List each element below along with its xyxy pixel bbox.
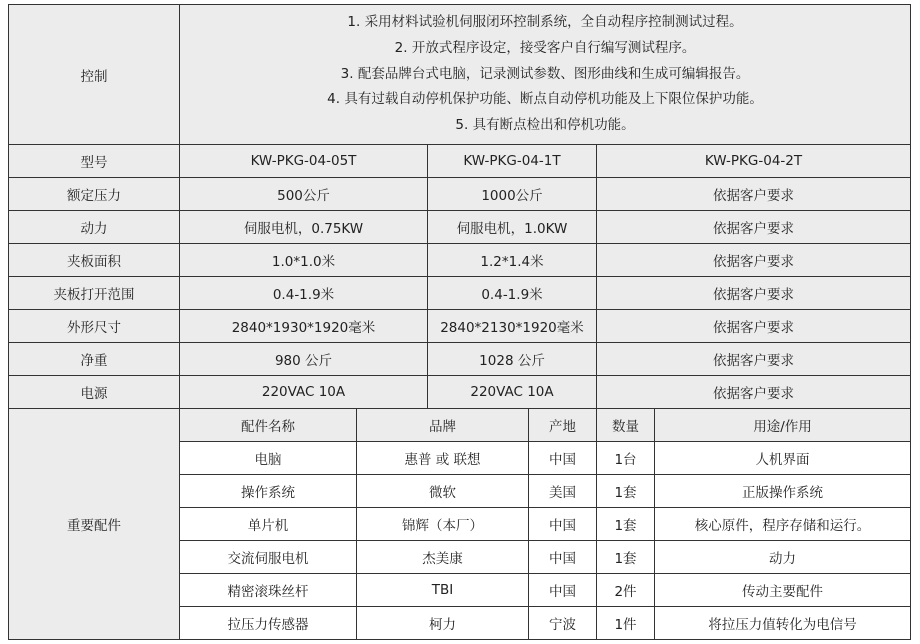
spec-value: 依据客户要求 bbox=[597, 310, 911, 343]
spec-value: 220VAC 10A bbox=[180, 376, 428, 409]
part-brand: 微软 bbox=[357, 475, 529, 508]
spec-value: 1.0*1.0米 bbox=[180, 244, 428, 277]
part-origin: 宁波 bbox=[529, 607, 597, 640]
spec-value: KW-PKG-04-05T bbox=[180, 145, 428, 178]
part-use: 动力 bbox=[655, 541, 911, 574]
spec-value: KW-PKG-04-2T bbox=[597, 145, 911, 178]
control-line: 3. 配套品牌台式电脑，记录测试参数、图形曲线和生成可编辑报告。 bbox=[340, 65, 750, 82]
part-qty: 2件 bbox=[597, 574, 655, 607]
part-brand: 杰美康 bbox=[357, 541, 529, 574]
part-use: 将拉压力值转化为电信号 bbox=[655, 607, 911, 640]
parts-header-name: 配件名称 bbox=[180, 409, 357, 442]
spec-label: 动力 bbox=[9, 211, 180, 244]
spec-value: 伺服电机，1.0KW bbox=[428, 211, 597, 244]
spec-row-plate-area bbox=[9, 244, 911, 277]
parts-header-row bbox=[9, 409, 911, 442]
spec-row-power bbox=[9, 211, 911, 244]
part-brand: 柯力 bbox=[357, 607, 529, 640]
part-name: 拉压力传感器 bbox=[180, 607, 357, 640]
spec-row-power-supply bbox=[9, 376, 911, 409]
part-use: 人机界面 bbox=[655, 442, 911, 475]
control-line: 2. 开放式程序设定，接受客户自行编写测试程序。 bbox=[394, 39, 696, 56]
part-origin: 中国 bbox=[529, 574, 597, 607]
spec-value: 依据客户要求 bbox=[597, 178, 911, 211]
part-name: 交流伺服电机 bbox=[180, 541, 357, 574]
parts-label: 重要配件 bbox=[9, 409, 180, 640]
spec-value: 依据客户要求 bbox=[597, 244, 911, 277]
part-origin: 中国 bbox=[529, 508, 597, 541]
spec-value: 伺服电机，0.75KW bbox=[180, 211, 428, 244]
part-qty: 1套 bbox=[597, 475, 655, 508]
spec-value: KW-PKG-04-1T bbox=[428, 145, 597, 178]
spec-value: 依据客户要求 bbox=[597, 211, 911, 244]
spec-row-dimensions bbox=[9, 310, 911, 343]
part-brand: 锦辉（本厂） bbox=[357, 508, 529, 541]
control-row bbox=[9, 5, 911, 145]
spec-value: 2840*2130*1920毫米 bbox=[428, 310, 597, 343]
parts-header-qty: 数量 bbox=[597, 409, 655, 442]
part-origin: 中国 bbox=[529, 442, 597, 475]
spec-value: 1000公斤 bbox=[428, 178, 597, 211]
spec-label: 夹板面积 bbox=[9, 244, 180, 277]
part-use: 传动主要配件 bbox=[655, 574, 911, 607]
spec-label: 额定压力 bbox=[9, 178, 180, 211]
part-qty: 1套 bbox=[597, 541, 655, 574]
spec-label: 电源 bbox=[9, 376, 180, 409]
part-brand: TBI bbox=[357, 574, 529, 607]
control-label: 控制 bbox=[9, 5, 180, 145]
part-origin: 中国 bbox=[529, 541, 597, 574]
control-line: 5. 具有断点检出和停机功能。 bbox=[455, 117, 635, 134]
spec-table bbox=[8, 4, 911, 640]
part-name: 精密滚珠丝杆 bbox=[180, 574, 357, 607]
parts-header-origin: 产地 bbox=[529, 409, 597, 442]
part-qty: 1件 bbox=[597, 607, 655, 640]
control-line: 4. 具有过载自动停机保护功能、断点自动停机功能及上下限位保护功能。 bbox=[327, 91, 763, 108]
part-name: 单片机 bbox=[180, 508, 357, 541]
spec-value: 2840*1930*1920毫米 bbox=[180, 310, 428, 343]
spec-value: 220VAC 10A bbox=[428, 376, 597, 409]
spec-row-model bbox=[9, 145, 911, 178]
part-use: 核心原件，程序存储和运行。 bbox=[655, 508, 911, 541]
spec-label: 型号 bbox=[9, 145, 180, 178]
part-name: 操作系统 bbox=[180, 475, 357, 508]
part-qty: 1套 bbox=[597, 508, 655, 541]
parts-header-brand: 品牌 bbox=[357, 409, 529, 442]
control-description bbox=[180, 5, 911, 145]
spec-row-opening-range bbox=[9, 277, 911, 310]
spec-value: 依据客户要求 bbox=[597, 277, 911, 310]
spec-value: 1028 公斤 bbox=[428, 343, 597, 376]
spec-value: 980 公斤 bbox=[180, 343, 428, 376]
part-brand: 惠普 或 联想 bbox=[357, 442, 529, 475]
part-use: 正版操作系统 bbox=[655, 475, 911, 508]
spec-value: 依据客户要求 bbox=[597, 343, 911, 376]
spec-row-net-weight bbox=[9, 343, 911, 376]
control-line: 1. 采用材料试验机伺服闭环控制系统，全自动程序控制测试过程。 bbox=[347, 14, 743, 30]
spec-row-rated-pressure bbox=[9, 178, 911, 211]
part-qty: 1台 bbox=[597, 442, 655, 475]
spec-value: 0.4-1.9米 bbox=[180, 277, 428, 310]
spec-value: 1.2*1.4米 bbox=[428, 244, 597, 277]
spec-value: 500公斤 bbox=[180, 178, 428, 211]
spec-value: 依据客户要求 bbox=[597, 376, 911, 409]
part-origin: 美国 bbox=[529, 475, 597, 508]
spec-value: 0.4-1.9米 bbox=[428, 277, 597, 310]
part-name: 电脑 bbox=[180, 442, 357, 475]
spec-label: 夹板打开范围 bbox=[9, 277, 180, 310]
parts-header-use: 用途/作用 bbox=[655, 409, 911, 442]
spec-label: 净重 bbox=[9, 343, 180, 376]
spec-label: 外形尺寸 bbox=[9, 310, 180, 343]
